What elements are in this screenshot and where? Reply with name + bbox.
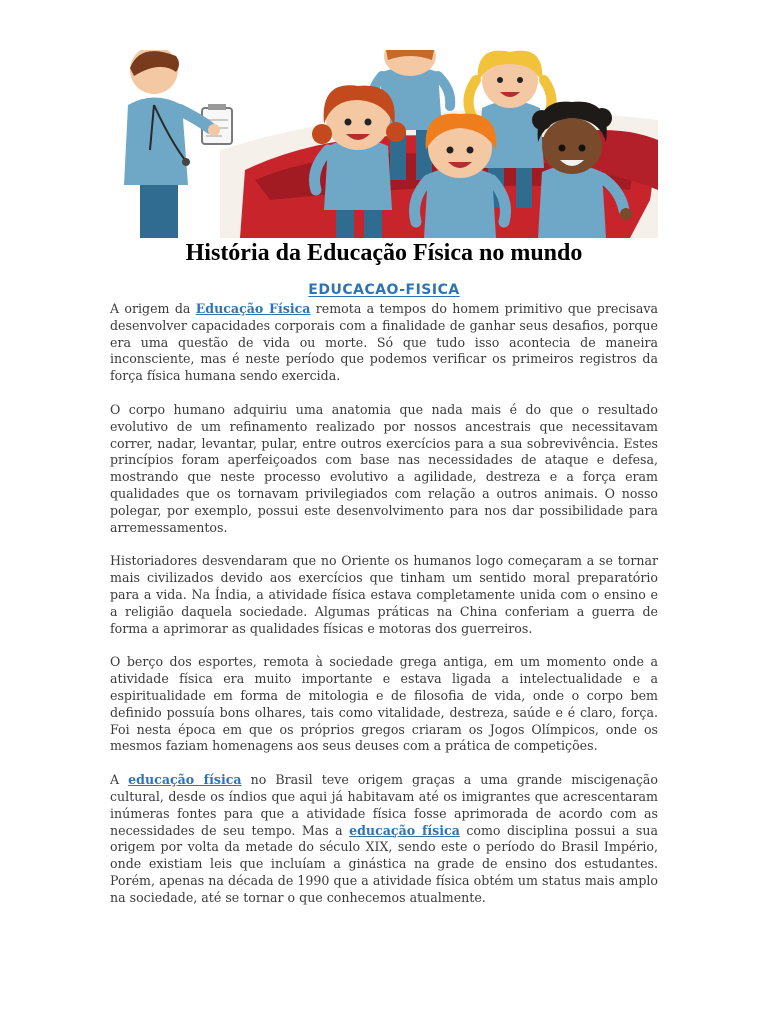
article-body — [110, 301, 658, 924]
paragraph-1-pre: A origem da — [110, 301, 196, 316]
paragraph-5 — [110, 772, 658, 906]
paragraph-2: O corpo humano adquiriu uma anatomia que nada mais é do que o resultado evolutivo de um refinamento realizado por nossos ancestrais que necessitavam correr, nadar, levantar, pular, entre outros exercícios para a sua sobrevivência. Estes princípios foram aperfeiçoados com base nas necessidades de ataque e defesa, mostrando que neste processo evolutivo a agilidade, destreza e a força eram qualidades que os tornavam privilegiados com relação a outros animais. O nosso polegar, por exemplo, possui este desenvolvimento para nos dar possibilidade para arremessamentos. — [110, 401, 658, 535]
children-exercising-illustration — [110, 50, 658, 238]
link-educacao-fisica-3[interactable]: educação física — [349, 822, 460, 838]
link-educacao-fisica-2[interactable]: educação física — [128, 772, 242, 788]
section-heading — [110, 281, 658, 299]
link-educacao-fisica[interactable]: Educação Física — [195, 301, 311, 316]
paragraph-1 — [110, 301, 658, 385]
section-heading-text: EDUCACAO-FISICA — [308, 282, 460, 298]
paragraph-5-mid: no Brasil teve origem graças a uma grande miscigenação cultural, desde os índios que aqui já habitavam até os imigrantes que acrescentaram inúmeras fontes para que a atividade física fosse aprimorada de acordo com as necessidades de seu tempo. Mas a — [110, 772, 658, 838]
paragraph-5-post: como disciplina possui a sua origem por volta da metade do século XIX, sendo este o período do Brasil Império, onde existiam leis que incluíam a ginástica na grade de ensino dos estudantes. Porém, apenas na década de 1990 que a atividade física obtém um status mais amplo na sociedade, até se tornar o que conhecemos atualmente. — [110, 822, 658, 905]
paragraph-5-pre: A — [110, 772, 129, 788]
paragraph-4: O berço dos esportes, remota à sociedade grega antiga, em um momento onde a atividade física era muito importante e estava ligada a intelectualidade e a espiritualidade em forma de mitologia e de filosofia de vida, onde o corpo bem definido possuía bons olhares, tais como vitalidade, destreza, saúde e é claro, força. Foi nesta época em que os próprios gregos criaram os Jogos Olímpicos, onde os mesmos faziam homenagens aos seus deuses com a prática de competições. — [110, 654, 658, 754]
page-title: História da Educação Física no mundo — [185, 240, 583, 266]
paragraph-1-post: remota a tempos do homem primitivo que precisava desenvolver capacidades corporais com a finalidade de ganhar seus desafios, porque era uma questão de vida ou morte. Só que tudo isso acontecia de maneira inconsciente, mas é neste período que podemos verificar os primeiros registros da força física humana sendo exercida. — [110, 301, 658, 384]
paragraph-3: Historiadores desvendaram que no Oriente os humanos logo começaram a se tornar mais civilizados devido aos exercícios que tinham um sentido moral preparatório para a vida. Na Índia, a atividade física estava completamente unida com o ensino e a religião daquela sociedade. Algumas práticas na China conferiam a guerra de forma a aprimorar as qualidades físicas e motoras dos guerreiros. — [110, 553, 658, 636]
child-figure-orange-hair — [415, 114, 506, 238]
